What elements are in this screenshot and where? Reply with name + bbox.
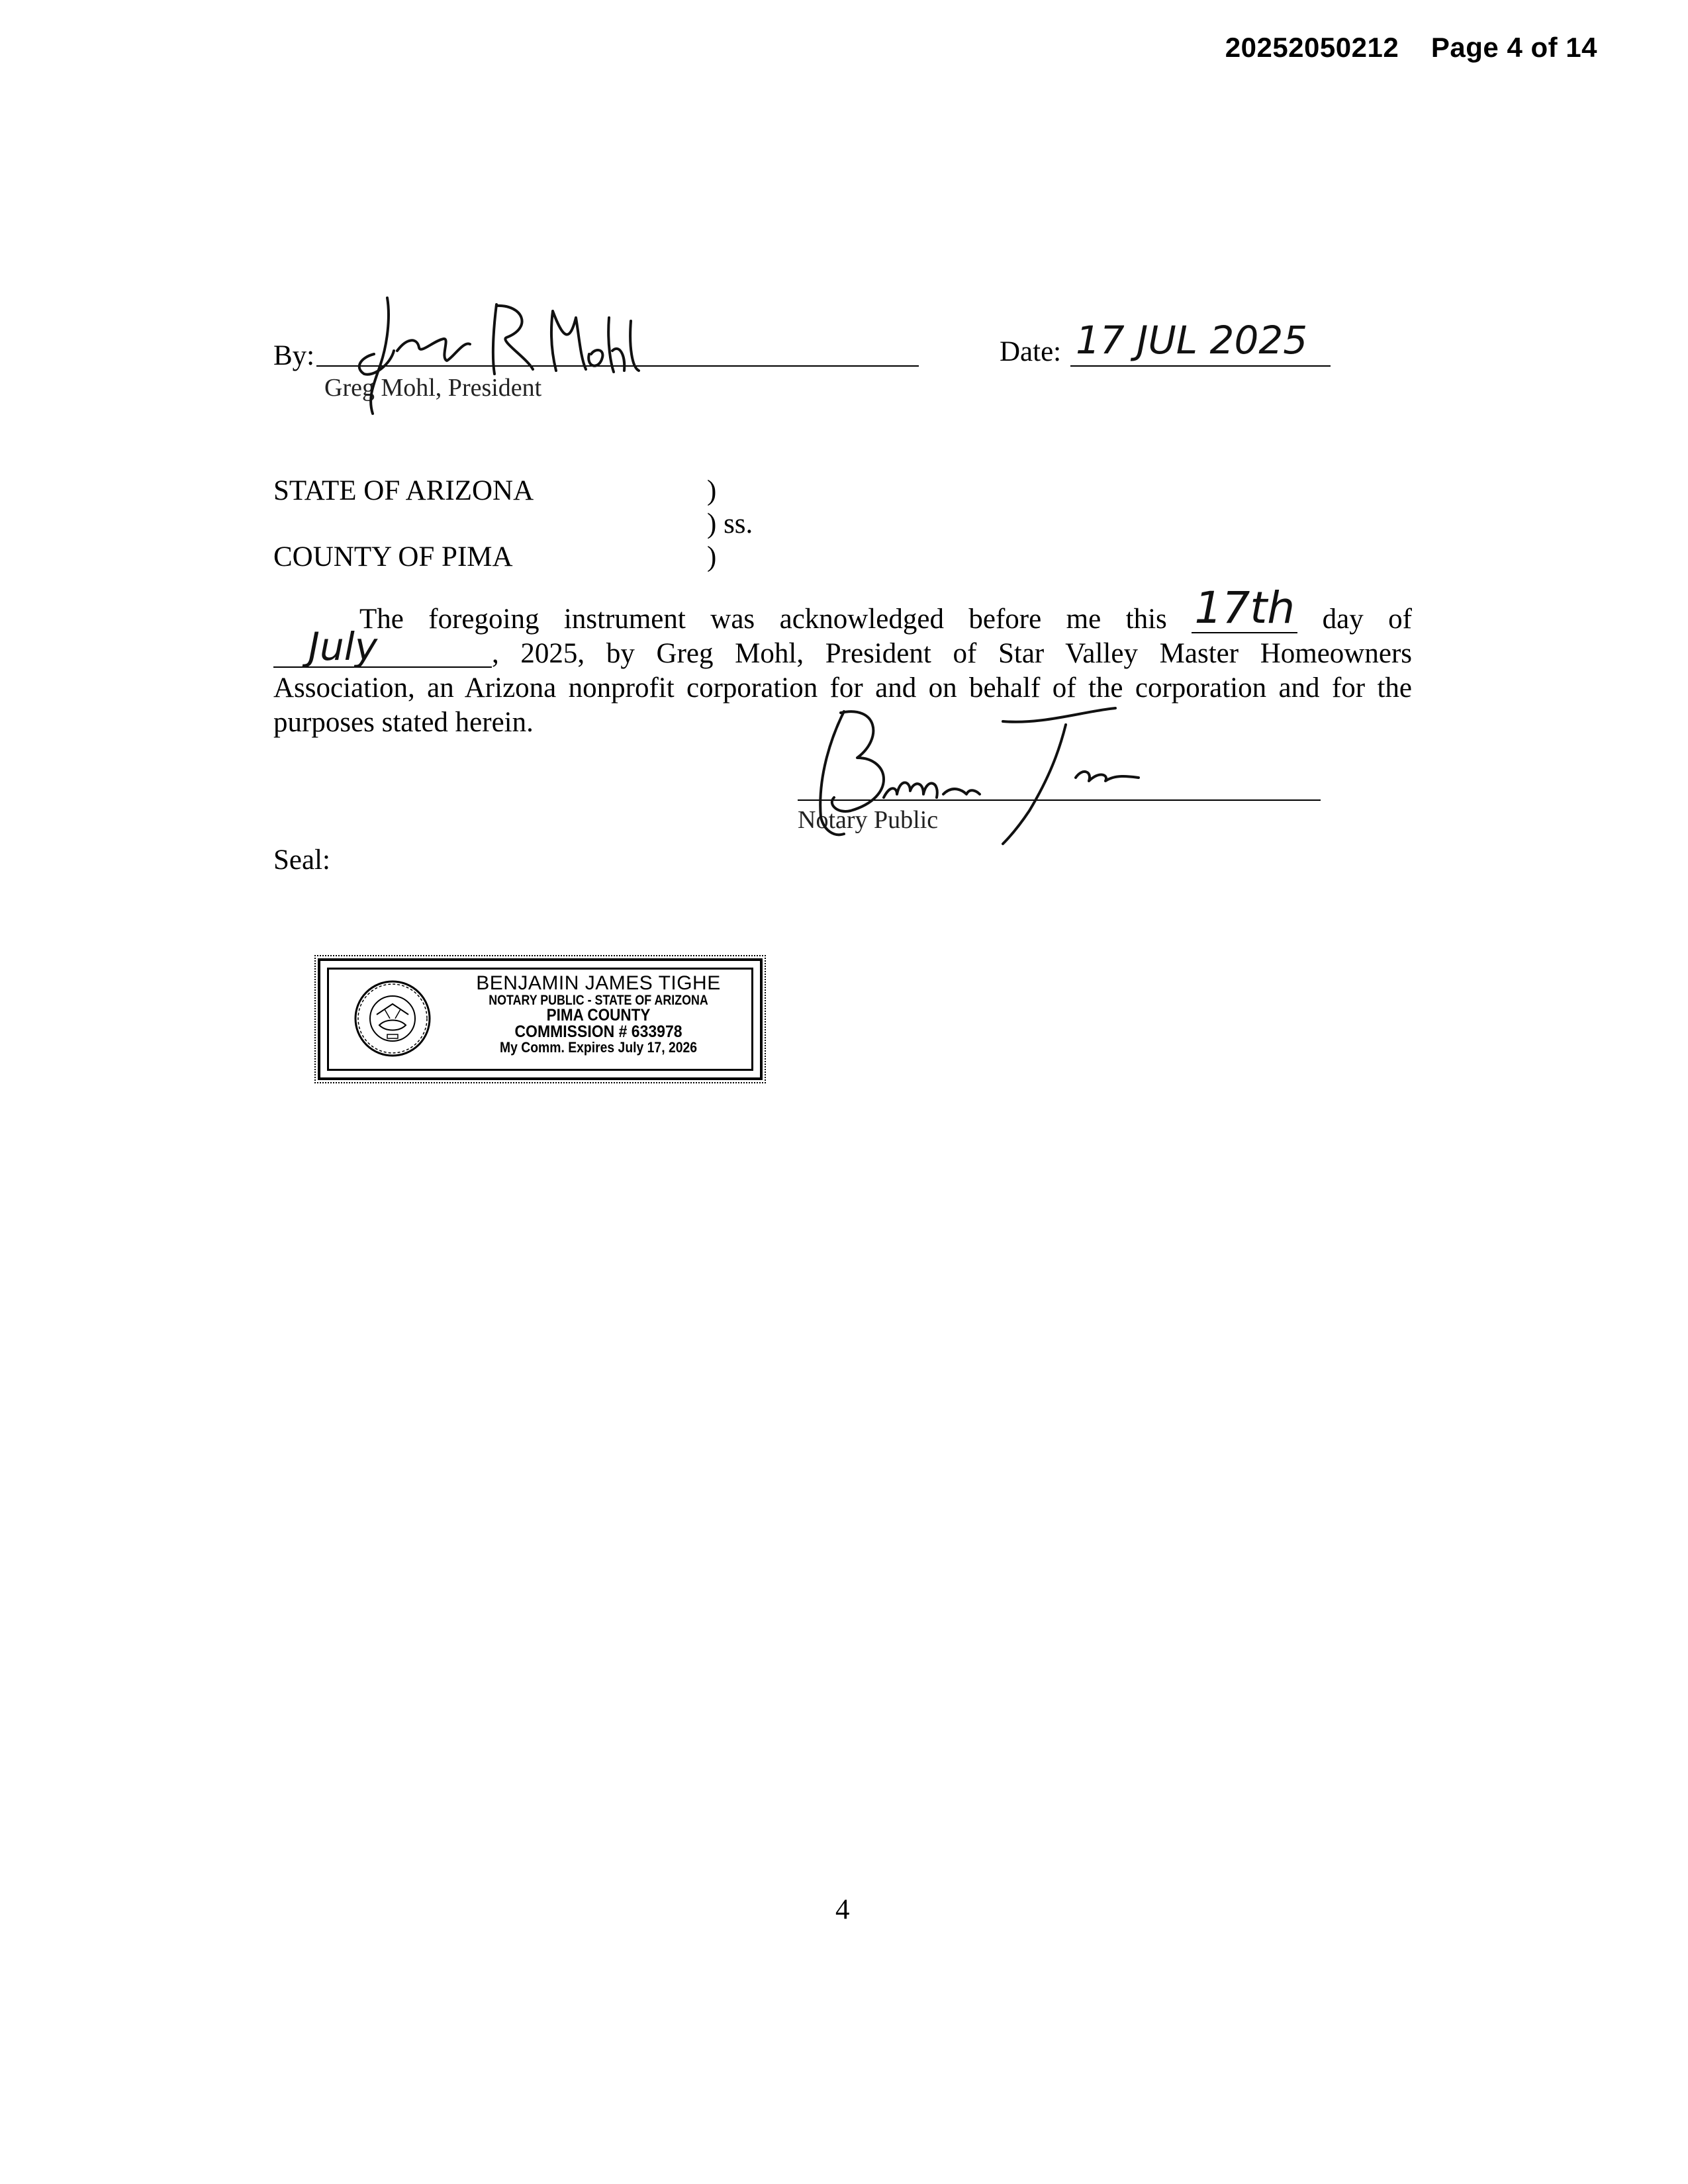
signer-signature (334, 291, 665, 424)
venue-county: COUNTY OF PIMA (273, 541, 513, 572)
ack-text-3: , 2025, by Greg Mohl, President of Star Valley Master Homeowners Association, an Arizona nonprofit corporation for and on behalf of the corporation and for the purposes stated herein. (273, 638, 1412, 738)
signer-caption: Greg Mohl, President (324, 374, 542, 402)
date-label: Date: (1000, 336, 1062, 367)
notary-signature (804, 698, 1175, 850)
month-blank (273, 624, 492, 669)
seal-commission: COMMISSION # 633978 (514, 1023, 682, 1041)
seal-name: BENJAMIN JAMES TIGHE (476, 972, 721, 994)
page-label: Page 4 of 14 (1430, 32, 1597, 63)
page-number: 4 (835, 1894, 850, 1925)
date-line (1070, 365, 1331, 367)
ack-text-1: The foregoing instrument was acknowledged before me this (359, 604, 1167, 635)
seal-county: PIMA COUNTY (546, 1006, 651, 1024)
venue-state: STATE OF ARIZONA (273, 475, 534, 506)
notary-caption: Notary Public (798, 806, 939, 834)
venue-paren-1: ) (707, 475, 717, 506)
venue-paren-3: ) (707, 541, 717, 572)
seal-expires: My Comm. Expires July 17, 2026 (499, 1039, 698, 1056)
arizona-seal-emblem-icon (353, 979, 432, 1058)
notary-seal-stamp (318, 958, 763, 1080)
day-handwritten: 17th (1194, 582, 1295, 633)
date-handwritten: 17 JUL 2025 (1076, 318, 1308, 363)
by-label: By: (273, 340, 315, 371)
day-blank (1192, 582, 1297, 633)
month-handwritten: July (308, 624, 378, 669)
seal-title: NOTARY PUBLIC - STATE OF ARIZONA (489, 993, 708, 1008)
recording-header (1225, 32, 1597, 64)
seal-label: Seal: (273, 844, 330, 876)
recording-number: 20252050212 (1225, 32, 1399, 63)
seal-text-block (443, 974, 754, 1055)
ack-text-2: day of (1322, 604, 1413, 635)
venue-paren-ss: ) ss. (707, 508, 753, 539)
